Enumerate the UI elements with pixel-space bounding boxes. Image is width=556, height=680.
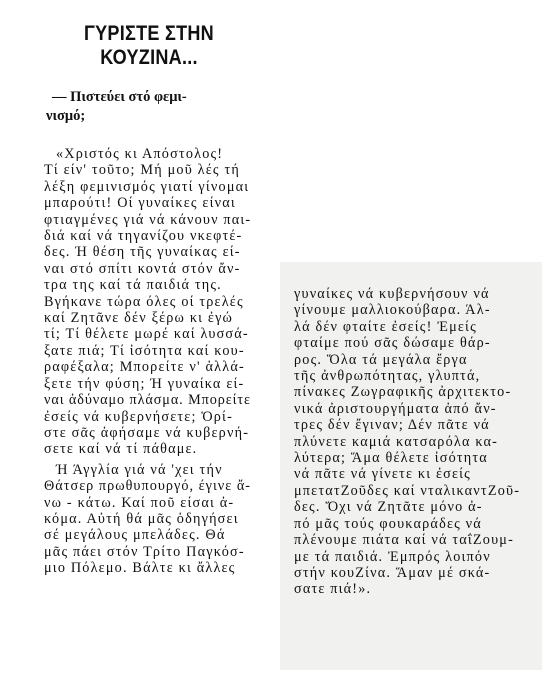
text-line: πλένουμε πιάτα καί νά ταΐΖουμ- (294, 532, 515, 549)
question-line-2: νισμό; (46, 108, 86, 124)
question-line-1: — Πιστεύει στό φεμι- (52, 89, 187, 105)
text-line: Τί είν' τοῦτο; Μή μοῦ λές τή (44, 162, 241, 179)
text-line: ἐσείς νά κυβερνήσετε; Ὁρί- (44, 408, 234, 425)
text-line: ρος. Ὅλα τά μεγάλα ἔργα (294, 351, 468, 368)
text-line: νικά ἀριστουργήματα ἀπό ἄν- (294, 400, 497, 417)
text-line: λύτερα; Ἅμα θέλετε ἰσότητα (294, 450, 488, 467)
right-column (280, 262, 542, 670)
text-line: πίνακες Ζωγραφικῆς ἀρχιτεκτο- (294, 384, 512, 401)
text-line: στήν κουΖίνα. Ἅμαν μέ σκά- (294, 564, 491, 581)
text-line: κόμα. Αὐτή θά μᾶς ὁδηγήσει (44, 510, 239, 527)
text-line: γίνουμε μαλλιοκούβαρα. Άλ- (294, 302, 491, 319)
text-line: μᾶς πάει στόν Τρίτο Παγκόσ- (44, 543, 245, 560)
text-line: μιο Πόλεμο. Βάλτε κι ἄλλες (44, 560, 236, 577)
text-line: πλύνετε καμιά κατσαρόλα κα- (294, 433, 499, 450)
answer-paragraph-2 (44, 462, 254, 577)
left-column (44, 14, 254, 577)
text-line: νά πᾶτε νά γίνετε κι ἐσείς (294, 466, 471, 483)
answer-paragraph-3 (294, 286, 536, 598)
text-line: στε σᾶς ἀφήσαμε νά κυβερνή- (44, 424, 250, 441)
text-line: «Χριστός κι Απόστολος! (56, 146, 224, 162)
text-line: δες. Ή θέση τῆς γυναίκας εί- (44, 244, 241, 261)
text-line: μπαρούτι! Οί γυναίκες είναι (44, 195, 236, 212)
text-line: διά καί νά τηγανίζου νκεφτέ- (44, 228, 243, 245)
headline-line-2: ΚΟΥΖΙΝΑ... (100, 46, 198, 69)
text-line: νω - κάτω. Καί ποῦ είσαι ἀ- (44, 494, 235, 511)
text-line: πό μᾶς τούς φουκαράδες νά (294, 515, 482, 532)
text-line: σετε καί νά τί πάθαμε. (44, 441, 198, 458)
headline-line-1: ΓΥΡΙΣΤΕ ΣΤΗΝ (84, 22, 214, 45)
text-line: με τά παιδιά. Ἐμπρός λοιπόν (294, 548, 491, 565)
text-line: φτιαγμένες γιά νά κάνουν παι- (44, 211, 252, 228)
text-line: ραφέξαλα; Μπορείτε ν' ἀλλά- (44, 359, 245, 376)
text-line: λά δέν φταίτε ἐσείς! Ἐμείς (294, 318, 477, 335)
text-line: ναι στό σπίτι κοντά στόν ἄν- (44, 260, 241, 277)
text-line: ξατε πιά; Τί ἰσότητα καί κου- (44, 342, 245, 359)
text-line: σέ μεγάλους μπελάδες. Θά (44, 527, 226, 544)
text-line: τρες δέν ἔγιναν; Δέν πᾶτε νά (294, 417, 490, 434)
text-line: σατε πιά!». (294, 581, 372, 598)
text-line: τῆς ἀνθρωπότητας, γλυπτά, (294, 368, 481, 385)
text-line: γυναίκες νά κυβερνήσουν νά (294, 286, 490, 302)
text-line: Ή Άγγλία γιά νά 'χει τήν (56, 461, 223, 478)
text-line: Θάτσερ πρωθυπουργό, έγινε ἄ- (44, 478, 252, 495)
answer-paragraph-1 (44, 146, 254, 458)
text-line: φταίμε πού σᾶς δώσαμε θάρ- (294, 335, 491, 352)
text-line: ναι ἀδύναμο πλάσμα. Μπορείτε (44, 392, 251, 409)
headline (59, 22, 240, 70)
text-line: δες. Ὄχι νά Ζητᾶτε μόνο ἀ- (294, 499, 483, 516)
text-line: τί; Τί θέλετε μωρέ καί λυσσά- (44, 326, 249, 343)
text-line: Βγήκανε τώρα όλες οί τρελές (44, 293, 244, 310)
text-line: μπετατΖοῦδες καί νταλικαντΖοῦ- (294, 482, 521, 499)
text-line: τρα της καί τά παιδιά της. (44, 277, 222, 294)
text-line: ξετε τήν φύση; Ή γυναίκα εί- (44, 375, 245, 392)
text-line: καί Ζητᾶνε δέν ξέρω κι ἐγώ (44, 310, 234, 327)
interview-question (44, 88, 254, 126)
text-line: λέξη φεμινισμός γιατί γίνομαι (44, 178, 250, 195)
